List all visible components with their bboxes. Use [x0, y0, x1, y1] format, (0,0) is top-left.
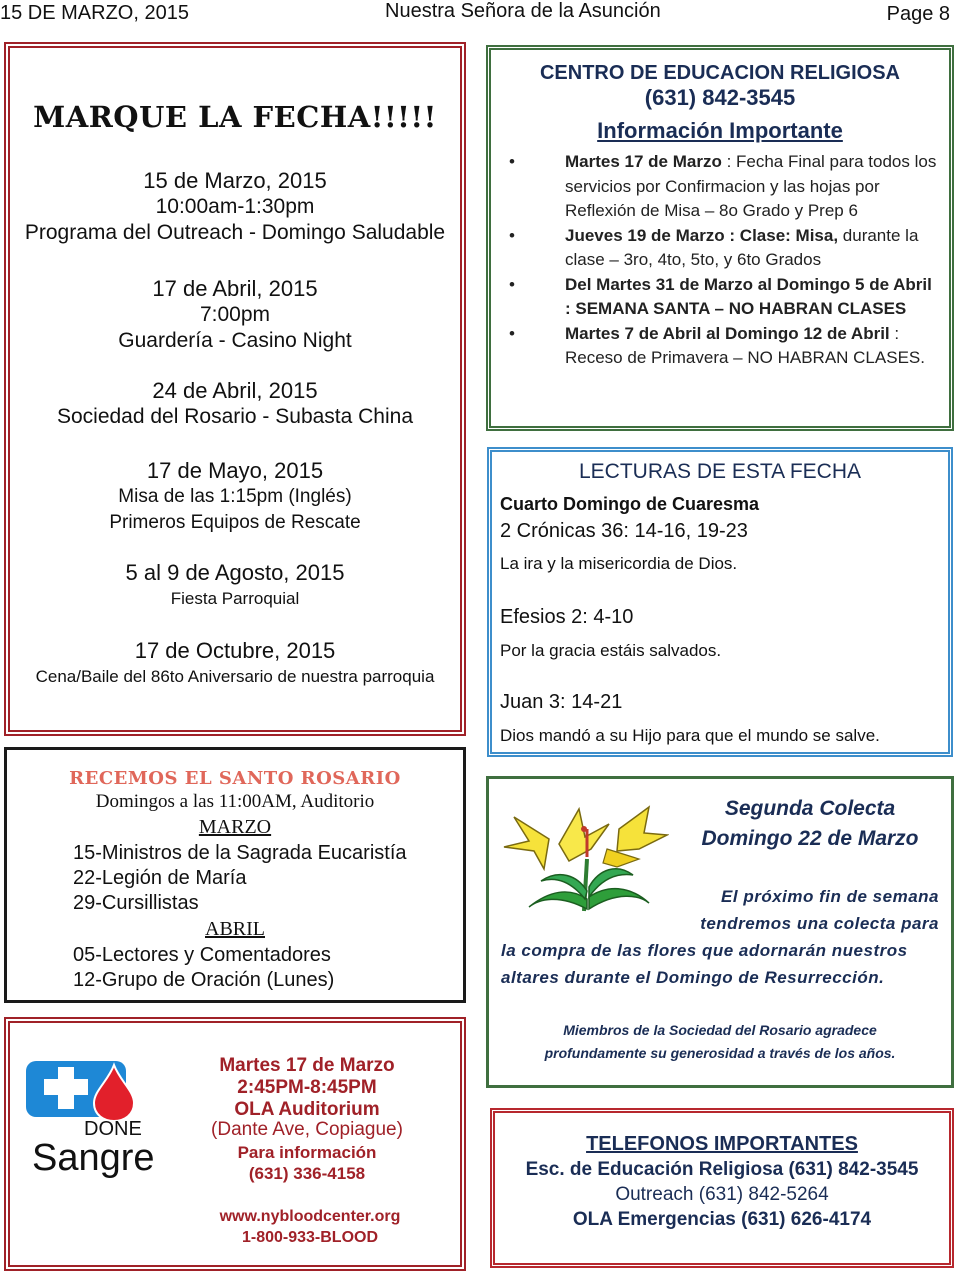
reading-summary: La ira y la misericordia de Dios. [500, 554, 738, 573]
rosary-month: ABRIL [205, 918, 265, 940]
important-info-list [501, 150, 939, 371]
bullet-icon: • [509, 225, 515, 245]
list-item [501, 273, 939, 322]
event-line: Primeros Equipos de Rescate [109, 512, 361, 533]
collection-text-line: El próximo fin de semana [721, 887, 939, 906]
rosary-item: 15-Ministros de la Sagrada Eucaristía [73, 842, 407, 864]
event-date: 5 al 9 de Agosto, 2015 [125, 560, 345, 585]
religious-education-title: CENTRO DE EDUCACION RELIGIOSA [539, 62, 901, 84]
blood-drive-hotline: 1-800-933-BLOOD [241, 1229, 379, 1246]
phone-line: Outreach (631) 842-5264 [615, 1184, 829, 1205]
bullet-icon: • [509, 274, 515, 294]
event-date: 17 de Octubre, 2015 [134, 638, 336, 663]
phone-line: OLA Emergencias (631) 626-4174 [572, 1209, 872, 1230]
rosary-item: 22-Legión de María [73, 867, 247, 889]
list-item [501, 322, 939, 371]
item-strong: Jueves 19 de Marzo : Clase: Misa, [565, 225, 839, 245]
blood-drive-line: 2:45PM-8:45PM [237, 1077, 377, 1098]
reading-reference: Juan 3: 14-21 [500, 691, 623, 713]
event-item [10, 638, 460, 690]
thanks-line: Miembros de la Sociedad del Rosario agradece [563, 1022, 877, 1038]
second-collection-box [486, 776, 954, 1088]
blood-drive-logo-bottom: Sangre [32, 1137, 155, 1179]
collection-text-line: altares durante el Domingo de Resurrección. [501, 968, 885, 987]
list-item [501, 150, 939, 224]
reading-reference: 2 Crónicas 36: 14-16, 19-23 [500, 520, 748, 542]
item-text: : Receso de Primavera – NO HABRAN CLASES. [565, 323, 925, 367]
readings-subtitle: Cuarto Domingo de Cuaresma [500, 494, 760, 514]
blood-drive-line: Martes 17 de Marzo [219, 1055, 395, 1076]
item-text: durante la clase – 3ro, 4to, 5to, y 6to Grados [565, 225, 919, 269]
blood-drive-website: www.nybloodcenter.org [219, 1208, 401, 1225]
religious-education-box [486, 45, 954, 431]
blood-drive-line: Para información [237, 1143, 377, 1162]
rosary-item: 12-Grupo de Oración (Lunes) [73, 969, 335, 991]
rosary-item: 29-Cursillistas [73, 892, 199, 914]
blood-drive-logo-top: DONE [84, 1118, 142, 1140]
rosary-time: Domingos a las 11:00AM, Auditorio [95, 791, 375, 812]
event-line: Fiesta Parroquial [170, 589, 300, 608]
event-line: 7:00pm [199, 303, 271, 326]
rosary-item: 05-Lectores y Comentadores [73, 944, 331, 966]
thanks-line: profundamente su generosidad a través de los años. [544, 1045, 896, 1061]
collection-thanks [501, 1019, 939, 1065]
event-date: 17 de Abril, 2015 [152, 276, 318, 301]
item-text: : SEMANA SANTA – NO HABRAN CLASES [565, 299, 907, 318]
item-strong: Martes 7 de Abril al Domingo 12 de Abril [565, 323, 890, 343]
event-line: Sociedad del Rosario - Subasta China [56, 405, 414, 428]
item-text: : Fecha Final para todos los servicios por Confirmacion y las hojas por Reflexión de Misa – 8o Grado y Prep 6 [565, 152, 937, 220]
reading-reference: Efesios 2: 4-10 [500, 606, 634, 628]
event-item [10, 560, 460, 612]
event-item [10, 168, 460, 246]
header-parish-name: Nuestra Señora de la Asunción [385, 0, 661, 22]
event-line: Misa de las 1:15pm (Inglés) [118, 486, 352, 507]
reading-summary: Por la gracia estáis salvados. [500, 641, 722, 660]
blood-drive-logo-icon [26, 1059, 146, 1125]
rosary-month: MARZO [198, 816, 272, 838]
event-date: 24 de Abril, 2015 [152, 378, 318, 403]
event-item [10, 458, 460, 536]
header-page-number: Page 8 [886, 3, 950, 25]
event-line: Programa del Outreach - Domingo Saludable [24, 221, 446, 244]
event-item [10, 276, 460, 354]
event-line: Cena/Baile del 86to Aniversario de nuestra parroquia [35, 667, 435, 686]
event-item [10, 378, 460, 430]
important-phones-box [490, 1108, 954, 1268]
blood-drive-line: OLA Auditorium [234, 1099, 380, 1120]
collection-text-line: tendremos una colecta para [700, 914, 939, 933]
reading-summary: Dios mandó a su Hijo para que el mundo se salve. [500, 726, 880, 745]
blood-drive-box [4, 1017, 466, 1271]
save-the-date-box [4, 42, 466, 736]
item-strong: Martes 17 de Marzo [565, 152, 722, 171]
item-strong: Del Martes 31 de Marzo al Domingo 5 de Abril [565, 274, 932, 294]
header-date: 15 DE MARZO, 2015 [0, 2, 189, 24]
rosary-title: RECEMOS EL SANTO ROSARIO [69, 768, 401, 789]
collection-text-line: la compra de las flores que adornarán nuestros [501, 941, 908, 960]
important-phones-title: TELEFONOS IMPORTANTES [586, 1133, 858, 1155]
important-info-heading: Información Importante [597, 118, 843, 143]
save-the-date-title: MARQUE LA FECHA!!!!! [33, 100, 437, 134]
rosary-box [4, 747, 466, 1003]
second-collection-title: Segunda Colecta [724, 797, 896, 820]
list-item [501, 224, 939, 273]
readings-box [487, 447, 953, 757]
phone-line: Esc. de Educación Religiosa (631) 842-3545 [525, 1159, 919, 1180]
blood-drive-line: (631) 336-4158 [248, 1164, 366, 1183]
religious-education-phone: (631) 842-3545 [644, 85, 796, 110]
event-line: Guardería - Casino Night [118, 329, 352, 352]
event-date: 15 de Marzo, 2015 [143, 168, 327, 193]
bullet-icon: • [509, 323, 515, 343]
readings-title: LECTURAS DE ESTA FECHA [578, 460, 861, 483]
blood-drive-line: (Dante Ave, Copiague) [211, 1119, 403, 1140]
second-collection-date: Domingo 22 de Marzo [701, 827, 919, 850]
bullet-icon: • [509, 152, 515, 171]
event-line: 10:00am-1:30pm [155, 195, 315, 218]
event-date: 17 de Mayo, 2015 [146, 458, 324, 483]
